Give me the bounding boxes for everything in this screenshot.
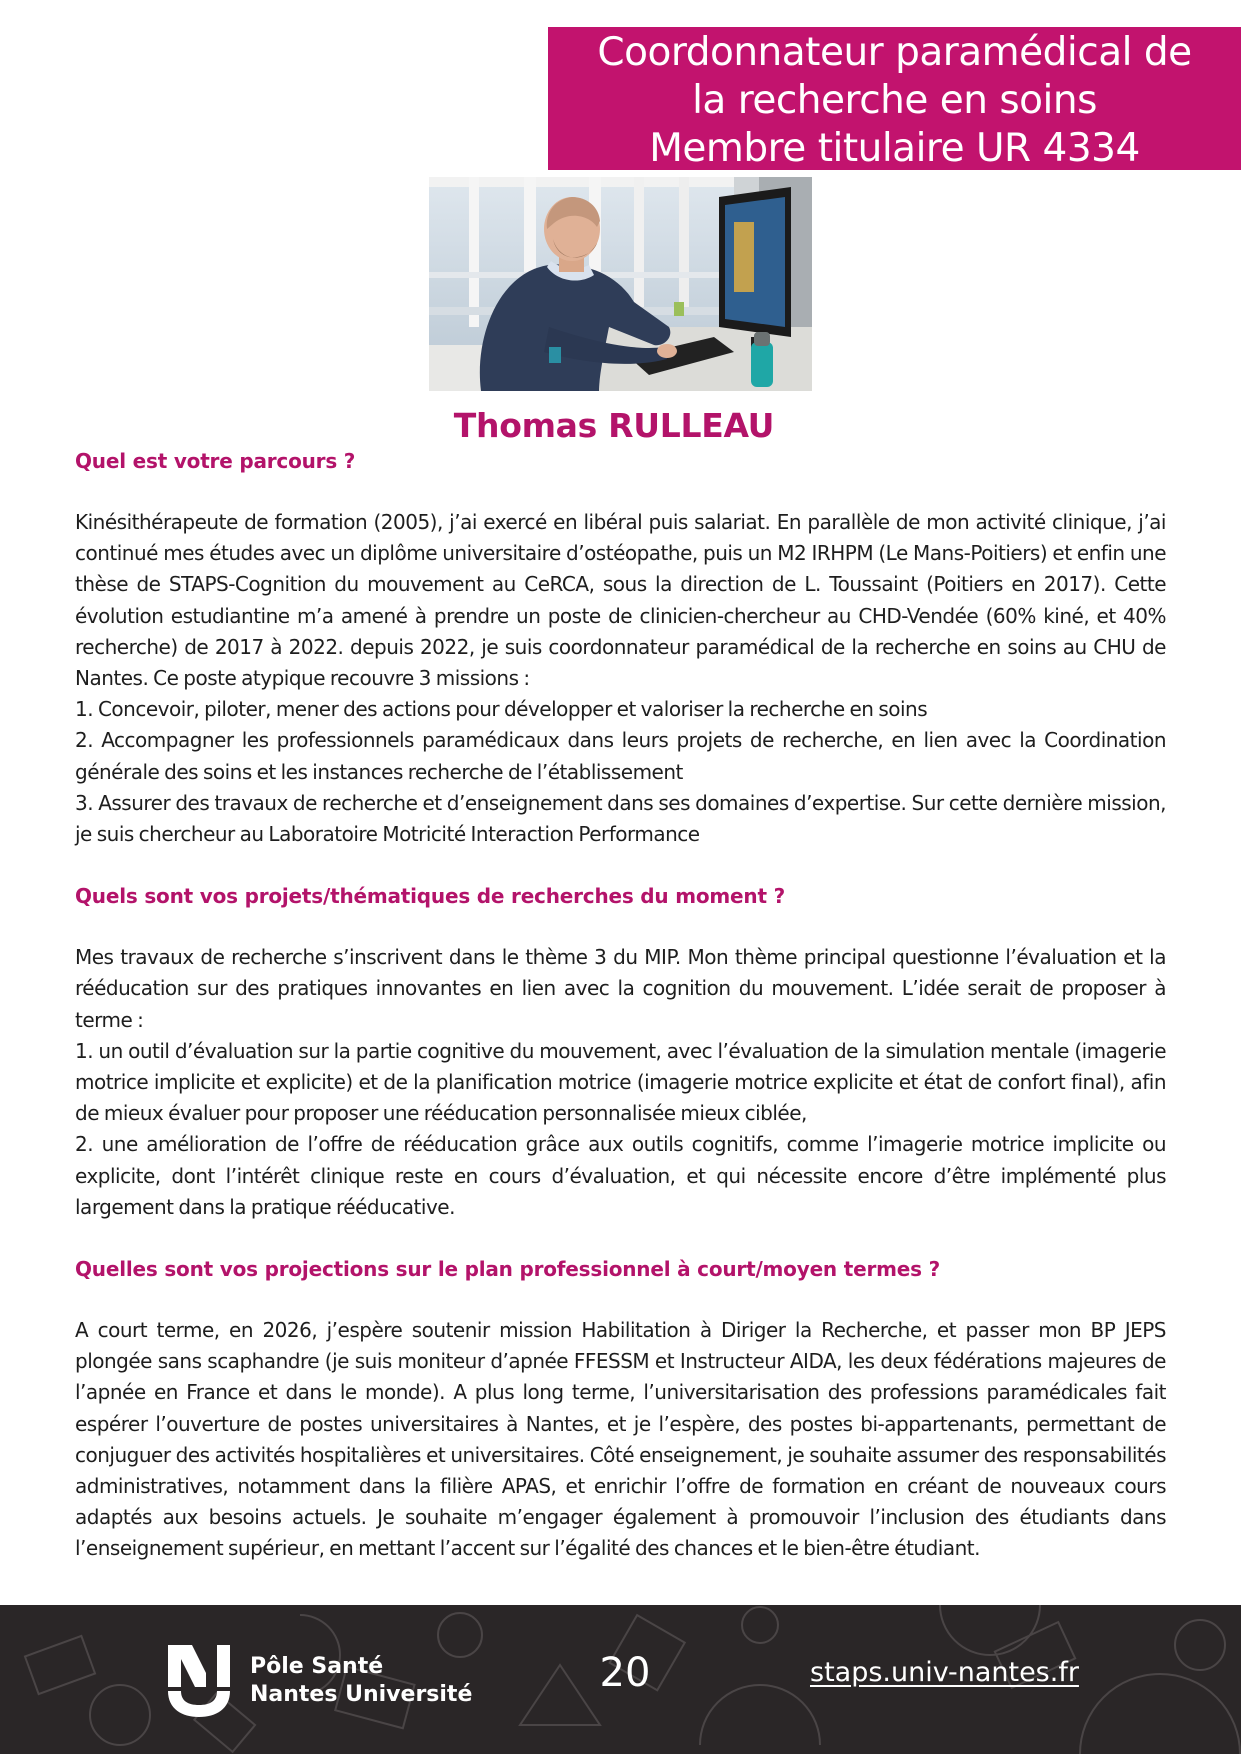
page-number: 20 — [599, 1650, 651, 1696]
website-link[interactable]: staps.univ-nantes.fr — [810, 1657, 1079, 1688]
question-3: Quelles sont vos projections sur le plan professionnel à court/moyen termes ? — [75, 1257, 940, 1282]
question-1: Quel est votre parcours ? — [75, 449, 356, 473]
answer-3 — [75, 1315, 1166, 1565]
answer-2-item-1: 1. un outil d’évaluation sur la partie cognitive du mouvement, avec l’évaluation de la simulation mentale (imagerie motrice implicite et explicite) et de la planification motrice (imagerie motrice explicite et état de confort final), afin de mieux évaluer pour proposer une rééducation personnalisée mieux ciblée, — [75, 1038, 1166, 1126]
footer-brand — [250, 1653, 472, 1709]
answer-2-paragraph: Mes travaux de recherche s’inscrivent dans le thème 3 du MIP. Mon thème principal questionne l’évaluation et la rééducation sur des pratiques innovantes en lien avec la cognition du mouvement. L’idée serait de proposer à terme : — [75, 945, 1166, 1032]
answer-1-item-3: 3. Assurer des travaux de recherche et d’enseignement dans ses domaines d’expertise. Sur cette dernière mission, je suis chercheur au Laboratoire Motricité Interaction Performance — [75, 790, 1166, 847]
title-banner — [548, 27, 1241, 170]
interview-content — [75, 445, 1166, 1595]
question-2: Quels sont vos projets/thématiques de recherches du moment ? — [75, 884, 785, 909]
answer-1-item-1: 1. Concevoir, piloter, mener des actions pour développer et valoriser la recherche en soins — [75, 697, 928, 722]
answer-1-paragraph: Kinésithérapeute de formation (2005), j’ai exercé en libéral puis salariat. En parallèle de mon activité clinique, j’ai continué mes études avec un diplôme universitaire d’ostéopathe, puis un M2 IRHPM (Le Mans-Poitiers) et enfin une thèse de STAPS-Cognition du mouvement au CeRCA, sous la direction de L. Toussaint (Poitiers en 2017). Cette évolution estudiantine m’a amené à prendre un poste de clinicien-chercheur au CHD-Vendée (60% kiné, et 40% recherche) de 2017 à 2022. depuis 2022, je suis coordonnateur paramédical de la recherche en soins au CHU de Nantes. Ce poste atypique recouvre 3 missions : — [75, 510, 1166, 691]
title-line-3: Membre titulaire UR 4334 — [649, 126, 1140, 171]
page-footer — [0, 1605, 1241, 1754]
title-line-2: la recherche en soins — [692, 78, 1097, 123]
answer-1-item-2: 2. Accompagner les professionnels paramédicaux dans leurs projets de recherche, en lien avec la Coordination générale des soins et les instances recherche de l’établissement — [75, 728, 1166, 784]
title-line-1: Coordonnateur paramédical de — [597, 30, 1192, 75]
answer-1 — [75, 507, 1166, 850]
person-name: Thomas RULLEAU — [453, 406, 775, 445]
footer-brand-line-1: Pôle Santé — [250, 1654, 384, 1679]
answer-3-paragraph: A court terme, en 2026, j’espère soutenir mission Habilitation à Diriger la Recherche, et passer mon BP JEPS plongée sans scaphandre (je suis moniteur d’apnée FFESSM et Instructeur AIDA, les deux fédérations majeures de l’apnée en France et dans le monde). A plus long terme, l’universitarisation des professions paramédicales fait espérer l’ouverture de postes universitaires à Nantes, et je l’espère, des postes bi-appartenants, permettant de conjuguer des activités hospitalières et universitaires. Côté enseignement, je souhaite assumer des responsabilités administratives, notamment dans la filière APAS, et enrichir l’offre de formation en créant de nouveaux cours adaptés aux besoins actuels. Je souhaite m’engager également à promouvoir l’inclusion des étudiants dans l’enseignement supérieur, en mettant l’accent sur l’égalité des chances et le bien-être étudiant. — [75, 1318, 1166, 1561]
footer-brand-line-2: Nantes Université — [250, 1682, 473, 1707]
answer-2 — [75, 942, 1166, 1223]
answer-2-item-2: 2. une amélioration de l’offre de rééducation grâce aux outils cognitifs, comme l’imagerie motrice implicite ou explicite, dont l’intérêt clinique reste en cours d’évaluation, et qui nécessite encore d’être implémenté plus largement dans la pratique rééducative. — [75, 1132, 1166, 1219]
portrait-photo — [429, 177, 812, 391]
nantes-universite-logo-icon — [168, 1645, 230, 1717]
